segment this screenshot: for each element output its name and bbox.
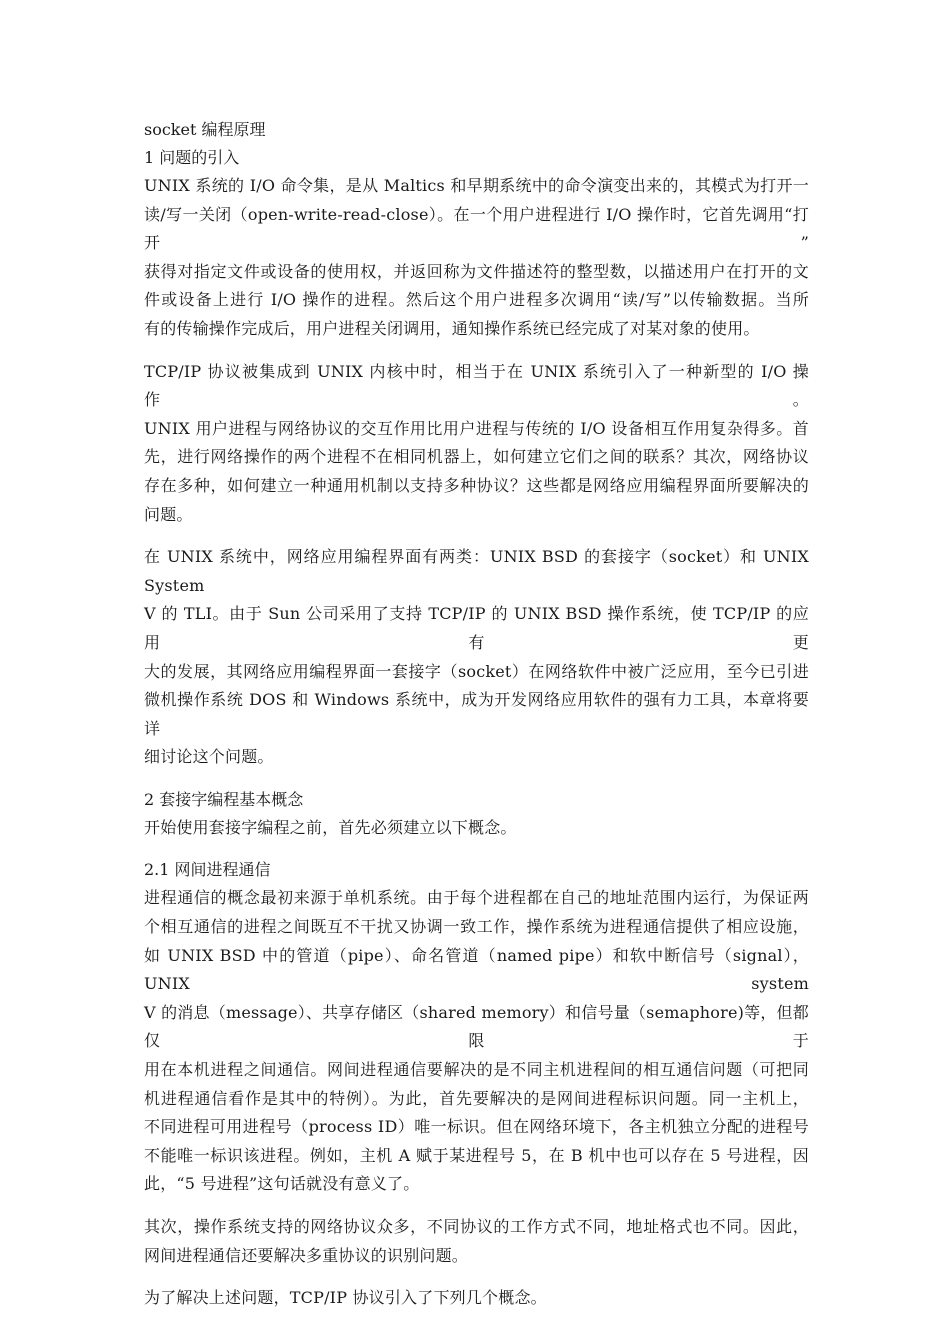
section-heading-1: 1 问题的引入 (144, 148, 240, 167)
paragraph-1-2 (144, 358, 809, 530)
text-line: 存在多种，如何建立一种通用机制以支持多种协议？这些都是网络应用编程界面所要解决的 (144, 475, 809, 495)
text-line: 个相互通信的进程之间既互不干扰又协调一致工作，操作系统为进程通信提供了相应设施， (144, 917, 809, 937)
text-line: 问题。 (144, 504, 193, 524)
text-line: UNIX 系统的 I/O 命令集，是从 Maltics 和早期系统中的命令演变出来的，其模式为打开一 (144, 176, 809, 195)
text-line: 其次，操作系统支持的网络协议众多，不同协议的工作方式不同，地址格式也不同。因此， (144, 1217, 809, 1236)
text-line: 用在本机进程之间通信。网间进程通信要解决的是不同主机进程间的相互通信问题（可把同 (144, 1060, 809, 1080)
paragraph-2-1-3 (144, 1284, 809, 1313)
text-line: 此，“5 号进程”这句话就没有意义了。 (144, 1174, 420, 1194)
text-line: V 的 TLI。由于 Sun 公司采用了支持 TCP/IP 的 UNIX BSD 操作系统，使 TCP/IP 的应用有更 (144, 604, 809, 652)
text-line: 在 UNIX 系统中，网络应用编程界面有两类：UNIX BSD 的套接字（socket）和 UNIX System (144, 547, 809, 595)
text-line: 获得对指定文件或设备的使用权，并返回称为文件描述符的整型数，以描述用户在打开的文 (144, 261, 809, 281)
text-line: TCP/IP 协议被集成到 UNIX 内核中时，相当于在 UNIX 系统引入了一种新型的 I/O 操作。 (144, 361, 809, 410)
paragraph-1-1 (144, 172, 809, 344)
text-line: 网间进程通信还要解决多重协议的识别问题。 (144, 1245, 469, 1265)
text-line: 件或设备上进行 I/O 操作的进程。然后这个用户进程多次调用“读/写”以传输数据。当所 (144, 290, 809, 310)
paragraph-1-3 (144, 543, 809, 772)
section-heading-2-1: 2.1 网间进程通信 (144, 860, 271, 880)
text-line: 为了解决上述问题，TCP/IP 协议引入了下列几个概念。 (144, 1288, 547, 1308)
document-title: socket 编程原理 (144, 120, 266, 139)
text-line: 进程通信的概念最初来源于单机系统。由于每个进程都在自己的地址范围内运行，为保证两 (144, 888, 809, 908)
section-heading-2: 2 套接字编程基本概念 (144, 789, 304, 809)
text-line: 不同进程可用进程号（process ID）唯一标识。但在网络环境下，各主机独立分配的进程号 (144, 1117, 809, 1137)
document-page (144, 116, 809, 1313)
text-line: V 的消息（message）、共享存储区（shared memory）和信号量（semaphore)等，但都仅限于 (144, 1002, 809, 1051)
text-line: 细讨论这个问题。 (144, 747, 274, 767)
text-line: 机进程通信看作是其中的特例）。为此，首先要解决的是网间进程标识问题。同一主机上， (144, 1088, 809, 1108)
text-line: 读/写一关闭（open-write-read-close）。在一个用户进程进行 I/O 操作时，它首先调用“打开” (144, 204, 809, 253)
text-line: 先，进行网络操作的两个进程不在相同机器上，如何建立它们之间的联系？其次，网络协议 (144, 447, 809, 467)
text-line: 不能唯一标识该进程。例如，主机 A 赋于某进程号 5，在 B 机中也可以存在 5 号进程，因 (144, 1145, 809, 1165)
text-line: UNIX 用户进程与网络协议的交互作用比用户进程与传统的 I/O 设备相互作用复杂得多。首 (144, 418, 809, 438)
paragraph-2-1-2 (144, 1213, 809, 1270)
text-line: 有的传输操作完成后，用户进程关闭调用，通知操作系统已经完成了对某对象的使用。 (144, 318, 760, 338)
section-2-intro: 开始使用套接字编程之前，首先必须建立以下概念。 (144, 817, 517, 837)
paragraph-2-1-1 (144, 884, 809, 1199)
text-line: 微机操作系统 DOS 和 Windows 系统中，成为开发网络应用软件的强有力工具，本章将要详 (144, 690, 809, 738)
text-line: 大的发展，其网络应用编程界面一套接字（socket）在网络软件中被广泛应用，至今已引进 (144, 661, 809, 681)
text-line: 如 UNIX BSD 中的管道（pipe）、命名管道（named pipe）和软中断信号（signal），UNIX system (144, 945, 809, 994)
